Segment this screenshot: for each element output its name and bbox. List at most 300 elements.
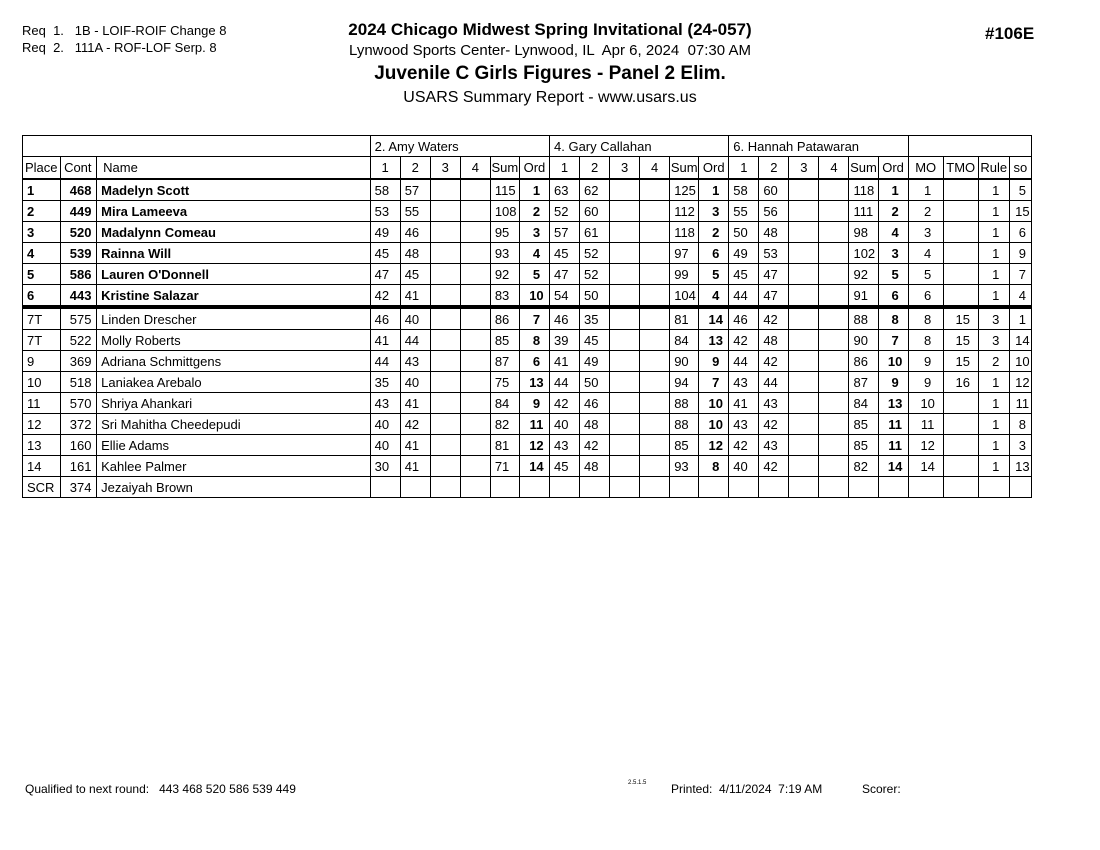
sum-cell: 111 xyxy=(849,201,878,222)
score-cell xyxy=(789,222,819,243)
score-cell: 46 xyxy=(550,307,580,330)
score-cell xyxy=(819,285,849,308)
score-cell xyxy=(460,414,490,435)
ord-cell: 6 xyxy=(519,351,549,372)
score-cell xyxy=(789,456,819,477)
score-cell xyxy=(819,243,849,264)
result-row xyxy=(23,477,1032,498)
score-cell: 47 xyxy=(370,264,400,285)
score-cell: 46 xyxy=(400,222,430,243)
score-cell: 62 xyxy=(580,179,610,201)
venue-date-line: Lynwood Sports Center- Lynwood, IL Apr 6, 2024 07:30 AM xyxy=(349,42,751,59)
score-cell xyxy=(640,414,670,435)
sum-cell: 87 xyxy=(849,372,878,393)
score-cell: 47 xyxy=(759,264,789,285)
column-header-judge2-ord: Ord xyxy=(699,157,729,180)
rule-cell: 1 xyxy=(978,243,1009,264)
score-cell xyxy=(789,372,819,393)
score-cell xyxy=(819,330,849,351)
column-header-judge2-sum: Sum xyxy=(670,157,699,180)
score-cell: 41 xyxy=(400,285,430,308)
sum-cell: 90 xyxy=(849,330,878,351)
name-cell: Jezaiyah Brown xyxy=(97,477,371,498)
score-cell: 49 xyxy=(580,351,610,372)
sum-cell: 85 xyxy=(849,414,878,435)
score-cell: 55 xyxy=(729,201,759,222)
score-cell: 30 xyxy=(370,456,400,477)
sum-cell: 81 xyxy=(670,307,699,330)
score-cell: 40 xyxy=(729,456,759,477)
score-cell xyxy=(460,264,490,285)
score-cell: 52 xyxy=(580,264,610,285)
score-cell xyxy=(729,477,759,498)
score-cell: 41 xyxy=(729,393,759,414)
report-type-line: USARS Summary Report - www.usars.us xyxy=(403,89,697,106)
score-cell xyxy=(610,264,640,285)
score-cell xyxy=(460,179,490,201)
result-row xyxy=(23,351,1032,372)
score-cell: 46 xyxy=(370,307,400,330)
ord-cell: 7 xyxy=(878,330,908,351)
column-header-judge1-1: 1 xyxy=(370,157,400,180)
judge-header-row xyxy=(23,136,1032,157)
contestant-number-cell: 570 xyxy=(61,393,97,414)
score-cell xyxy=(819,222,849,243)
sum-cell: 98 xyxy=(849,222,878,243)
score-cell xyxy=(460,285,490,308)
ord-cell: 4 xyxy=(699,285,729,308)
column-header-judge1-4: 4 xyxy=(460,157,490,180)
score-cell xyxy=(460,351,490,372)
place-cell: 4 xyxy=(23,243,61,264)
column-header-judge3-sum: Sum xyxy=(849,157,878,180)
score-cell xyxy=(430,179,460,201)
column-header-mo: MO xyxy=(908,157,943,180)
sum-cell: 94 xyxy=(670,372,699,393)
contestant-number-cell: 160 xyxy=(61,435,97,456)
result-row xyxy=(23,372,1032,393)
ord-cell: 13 xyxy=(878,393,908,414)
score-cell xyxy=(610,393,640,414)
ord-cell xyxy=(699,477,729,498)
score-cell: 52 xyxy=(580,243,610,264)
place-cell: 7T xyxy=(23,330,61,351)
mo-cell: 6 xyxy=(908,285,943,308)
result-row xyxy=(23,456,1032,477)
tmo-cell xyxy=(943,285,978,308)
column-header-row xyxy=(23,157,1032,180)
score-cell xyxy=(819,372,849,393)
rule-cell: 1 xyxy=(978,372,1009,393)
score-cell xyxy=(789,201,819,222)
sum-cell: 118 xyxy=(849,179,878,201)
score-cell: 45 xyxy=(400,264,430,285)
place-cell: 10 xyxy=(23,372,61,393)
score-cell xyxy=(640,330,670,351)
sum-cell: 75 xyxy=(490,372,519,393)
sum-cell: 90 xyxy=(670,351,699,372)
score-cell: 39 xyxy=(550,330,580,351)
score-cell: 35 xyxy=(580,307,610,330)
place-cell: 7T xyxy=(23,307,61,330)
score-cell xyxy=(370,477,400,498)
name-cell: Laniakea Arebalo xyxy=(97,372,371,393)
sum-cell: 85 xyxy=(849,435,878,456)
mo-cell: 12 xyxy=(908,435,943,456)
score-cell xyxy=(430,330,460,351)
score-cell xyxy=(789,414,819,435)
sum-cell: 102 xyxy=(849,243,878,264)
score-cell xyxy=(789,307,819,330)
contestant-number-cell: 443 xyxy=(61,285,97,308)
ord-cell: 1 xyxy=(878,179,908,201)
score-cell xyxy=(640,456,670,477)
score-cell xyxy=(430,435,460,456)
sum-cell: 71 xyxy=(490,456,519,477)
ord-cell: 10 xyxy=(519,285,549,308)
score-cell: 46 xyxy=(580,393,610,414)
sum-cell: 108 xyxy=(490,201,519,222)
sum-cell: 92 xyxy=(490,264,519,285)
rule-cell: 1 xyxy=(978,414,1009,435)
so-cell: 3 xyxy=(1009,435,1031,456)
column-header-judge1-2: 2 xyxy=(400,157,430,180)
score-cell xyxy=(789,179,819,201)
ord-cell: 10 xyxy=(878,351,908,372)
score-cell xyxy=(610,372,640,393)
score-cell xyxy=(610,435,640,456)
score-cell xyxy=(640,393,670,414)
name-cell: Kristine Salazar xyxy=(97,285,371,308)
sum-cell: 84 xyxy=(490,393,519,414)
so-cell: 14 xyxy=(1009,330,1031,351)
score-cell: 43 xyxy=(759,435,789,456)
ord-cell: 8 xyxy=(699,456,729,477)
score-cell xyxy=(550,477,580,498)
column-header-judge3-2: 2 xyxy=(759,157,789,180)
ord-cell: 12 xyxy=(699,435,729,456)
column-header-judge3-ord: Ord xyxy=(878,157,908,180)
place-cell: 1 xyxy=(23,179,61,201)
sum-cell: 92 xyxy=(849,264,878,285)
score-cell: 48 xyxy=(759,330,789,351)
score-cell: 50 xyxy=(580,372,610,393)
score-cell: 45 xyxy=(729,264,759,285)
tmo-cell: 15 xyxy=(943,307,978,330)
rule-cell: 1 xyxy=(978,393,1009,414)
name-cell: Shriya Ahankari xyxy=(97,393,371,414)
score-cell xyxy=(430,351,460,372)
sum-cell: 81 xyxy=(490,435,519,456)
mo-cell: 5 xyxy=(908,264,943,285)
rule-cell: 1 xyxy=(978,222,1009,243)
scorer-label: Scorer: xyxy=(862,782,901,796)
score-cell: 42 xyxy=(729,330,759,351)
score-cell: 48 xyxy=(759,222,789,243)
so-cell xyxy=(1009,477,1031,498)
score-cell xyxy=(640,285,670,308)
name-cell: Ellie Adams xyxy=(97,435,371,456)
event-number: #106E xyxy=(985,24,1035,43)
score-cell xyxy=(610,307,640,330)
ord-cell: 11 xyxy=(878,414,908,435)
name-cell: Kahlee Palmer xyxy=(97,456,371,477)
score-cell: 44 xyxy=(400,330,430,351)
ord-cell: 10 xyxy=(699,393,729,414)
ord-cell: 2 xyxy=(519,201,549,222)
sum-cell: 112 xyxy=(670,201,699,222)
ord-cell: 4 xyxy=(519,243,549,264)
name-cell: Rainna Will xyxy=(97,243,371,264)
score-cell xyxy=(460,477,490,498)
column-header-tmo: TMO xyxy=(943,157,978,180)
place-cell: 14 xyxy=(23,456,61,477)
score-cell xyxy=(460,330,490,351)
score-cell xyxy=(430,222,460,243)
printed-line: Printed: 4/11/2024 7:19 AM xyxy=(671,782,823,796)
score-cell xyxy=(610,179,640,201)
contestant-number-cell: 449 xyxy=(61,201,97,222)
sum-cell: 87 xyxy=(490,351,519,372)
score-cell: 41 xyxy=(550,351,580,372)
score-cell xyxy=(610,414,640,435)
score-cell: 60 xyxy=(759,179,789,201)
result-row xyxy=(23,414,1032,435)
sum-cell: 84 xyxy=(849,393,878,414)
rule-cell: 1 xyxy=(978,264,1009,285)
tmo-cell xyxy=(943,414,978,435)
judge-2-header: 4. Gary Callahan xyxy=(550,136,729,157)
score-cell xyxy=(819,351,849,372)
score-cell xyxy=(610,330,640,351)
contestant-number-cell: 539 xyxy=(61,243,97,264)
sum-cell: 88 xyxy=(849,307,878,330)
sum-cell: 88 xyxy=(670,414,699,435)
rule-cell: 1 xyxy=(978,179,1009,201)
score-cell: 47 xyxy=(550,264,580,285)
sum-cell: 85 xyxy=(670,435,699,456)
mo-cell: 2 xyxy=(908,201,943,222)
score-cell xyxy=(580,477,610,498)
contestant-number-cell: 369 xyxy=(61,351,97,372)
score-cell: 42 xyxy=(759,307,789,330)
score-cell xyxy=(789,330,819,351)
contestant-number-cell: 372 xyxy=(61,414,97,435)
score-cell: 44 xyxy=(729,285,759,308)
mo-cell: 1 xyxy=(908,179,943,201)
result-row xyxy=(23,393,1032,414)
score-cell xyxy=(789,264,819,285)
score-cell xyxy=(610,351,640,372)
sum-cell: 91 xyxy=(849,285,878,308)
column-header-judge2-3: 3 xyxy=(610,157,640,180)
score-cell: 43 xyxy=(729,372,759,393)
score-cell: 35 xyxy=(370,372,400,393)
score-cell: 61 xyxy=(580,222,610,243)
score-cell xyxy=(430,393,460,414)
score-cell: 45 xyxy=(550,456,580,477)
score-cell xyxy=(789,435,819,456)
score-cell: 44 xyxy=(729,351,759,372)
place-cell: 9 xyxy=(23,351,61,372)
score-cell: 40 xyxy=(370,435,400,456)
column-header-judge2-1: 1 xyxy=(550,157,580,180)
name-cell: Lauren O'Donnell xyxy=(97,264,371,285)
score-cell xyxy=(819,307,849,330)
score-cell: 49 xyxy=(370,222,400,243)
version-text: 2.5.1.5 xyxy=(628,780,647,786)
tmo-cell xyxy=(943,179,978,201)
ord-cell: 4 xyxy=(878,222,908,243)
score-cell: 45 xyxy=(550,243,580,264)
score-cell xyxy=(640,435,670,456)
score-cell: 43 xyxy=(550,435,580,456)
mo-cell: 8 xyxy=(908,330,943,351)
ord-cell: 9 xyxy=(699,351,729,372)
score-cell xyxy=(789,243,819,264)
ord-cell: 14 xyxy=(699,307,729,330)
score-cell: 63 xyxy=(550,179,580,201)
rule-cell xyxy=(978,477,1009,498)
ord-cell: 1 xyxy=(519,179,549,201)
mo-cell xyxy=(908,477,943,498)
score-cell: 46 xyxy=(729,307,759,330)
competition-title: 2024 Chicago Midwest Spring Invitational (24-057) xyxy=(348,20,752,39)
rule-cell: 2 xyxy=(978,351,1009,372)
score-cell xyxy=(759,477,789,498)
ord-cell: 12 xyxy=(519,435,549,456)
score-cell xyxy=(460,435,490,456)
results-body xyxy=(23,179,1032,498)
score-cell xyxy=(819,414,849,435)
rule-cell: 1 xyxy=(978,201,1009,222)
score-cell xyxy=(430,307,460,330)
score-cell: 42 xyxy=(370,285,400,308)
place-cell: 12 xyxy=(23,414,61,435)
score-cell: 53 xyxy=(759,243,789,264)
results-table xyxy=(22,135,1032,498)
ord-cell: 5 xyxy=(519,264,549,285)
score-cell: 56 xyxy=(759,201,789,222)
so-cell: 5 xyxy=(1009,179,1031,201)
mo-cell: 4 xyxy=(908,243,943,264)
sum-cell: 97 xyxy=(670,243,699,264)
score-cell: 40 xyxy=(400,307,430,330)
result-row xyxy=(23,201,1032,222)
result-row xyxy=(23,243,1032,264)
score-cell: 49 xyxy=(729,243,759,264)
mo-cell: 10 xyxy=(908,393,943,414)
requirement-line-2: Req 2. 111A - ROF-LOF Serp. 8 xyxy=(22,40,217,55)
sum-cell xyxy=(490,477,519,498)
requirement-line-1: Req 1. 1B - LOIF-ROIF Change 8 xyxy=(22,23,227,38)
sum-cell: 118 xyxy=(670,222,699,243)
so-cell: 10 xyxy=(1009,351,1031,372)
ord-cell: 11 xyxy=(878,435,908,456)
score-cell: 53 xyxy=(370,201,400,222)
header-spacer-left xyxy=(23,136,371,157)
contestant-number-cell: 518 xyxy=(61,372,97,393)
score-cell xyxy=(430,243,460,264)
score-cell xyxy=(789,285,819,308)
score-cell xyxy=(610,222,640,243)
score-cell xyxy=(430,477,460,498)
score-cell xyxy=(460,393,490,414)
score-cell: 48 xyxy=(580,456,610,477)
score-cell xyxy=(430,285,460,308)
score-cell: 43 xyxy=(759,393,789,414)
result-row xyxy=(23,330,1032,351)
sum-cell: 104 xyxy=(670,285,699,308)
score-cell: 58 xyxy=(370,179,400,201)
ord-cell: 14 xyxy=(519,456,549,477)
score-cell xyxy=(610,243,640,264)
score-cell xyxy=(640,264,670,285)
score-cell xyxy=(430,264,460,285)
score-cell: 50 xyxy=(580,285,610,308)
name-cell: Sri Mahitha Cheedepudi xyxy=(97,414,371,435)
score-cell: 41 xyxy=(400,456,430,477)
judge-3-header: 6. Hannah Patawaran xyxy=(729,136,908,157)
ord-cell: 11 xyxy=(519,414,549,435)
so-cell: 4 xyxy=(1009,285,1031,308)
score-cell: 41 xyxy=(400,435,430,456)
ord-cell: 5 xyxy=(699,264,729,285)
so-cell: 15 xyxy=(1009,201,1031,222)
score-cell: 40 xyxy=(550,414,580,435)
contestant-number-cell: 468 xyxy=(61,179,97,201)
score-cell: 48 xyxy=(400,243,430,264)
ord-cell: 8 xyxy=(878,307,908,330)
tmo-cell: 16 xyxy=(943,372,978,393)
score-cell xyxy=(819,456,849,477)
tmo-cell xyxy=(943,243,978,264)
column-header-judge1-sum: Sum xyxy=(490,157,519,180)
ord-cell: 9 xyxy=(519,393,549,414)
score-cell xyxy=(610,201,640,222)
score-cell: 52 xyxy=(550,201,580,222)
column-header-cont: Cont xyxy=(61,157,97,180)
score-cell xyxy=(640,222,670,243)
result-row xyxy=(23,285,1032,308)
so-cell: 11 xyxy=(1009,393,1031,414)
place-cell: SCR xyxy=(23,477,61,498)
name-cell: Molly Roberts xyxy=(97,330,371,351)
score-cell: 43 xyxy=(400,351,430,372)
ord-cell: 1 xyxy=(699,179,729,201)
score-cell: 54 xyxy=(550,285,580,308)
mo-cell: 3 xyxy=(908,222,943,243)
contestant-number-cell: 374 xyxy=(61,477,97,498)
so-cell: 6 xyxy=(1009,222,1031,243)
score-cell: 57 xyxy=(550,222,580,243)
score-cell xyxy=(789,477,819,498)
ord-cell: 3 xyxy=(519,222,549,243)
rule-cell: 1 xyxy=(978,456,1009,477)
ord-cell: 7 xyxy=(699,372,729,393)
tmo-cell: 15 xyxy=(943,351,978,372)
score-cell xyxy=(640,243,670,264)
score-cell xyxy=(819,393,849,414)
mo-cell: 8 xyxy=(908,307,943,330)
score-cell xyxy=(640,179,670,201)
qualified-line: Qualified to next round: 443 468 520 586 539 449 xyxy=(25,782,296,796)
column-header-place: Place xyxy=(23,157,61,180)
column-header-judge1-ord: Ord xyxy=(519,157,549,180)
score-cell: 45 xyxy=(580,330,610,351)
column-header-rule: Rule xyxy=(978,157,1009,180)
score-cell: 42 xyxy=(759,351,789,372)
